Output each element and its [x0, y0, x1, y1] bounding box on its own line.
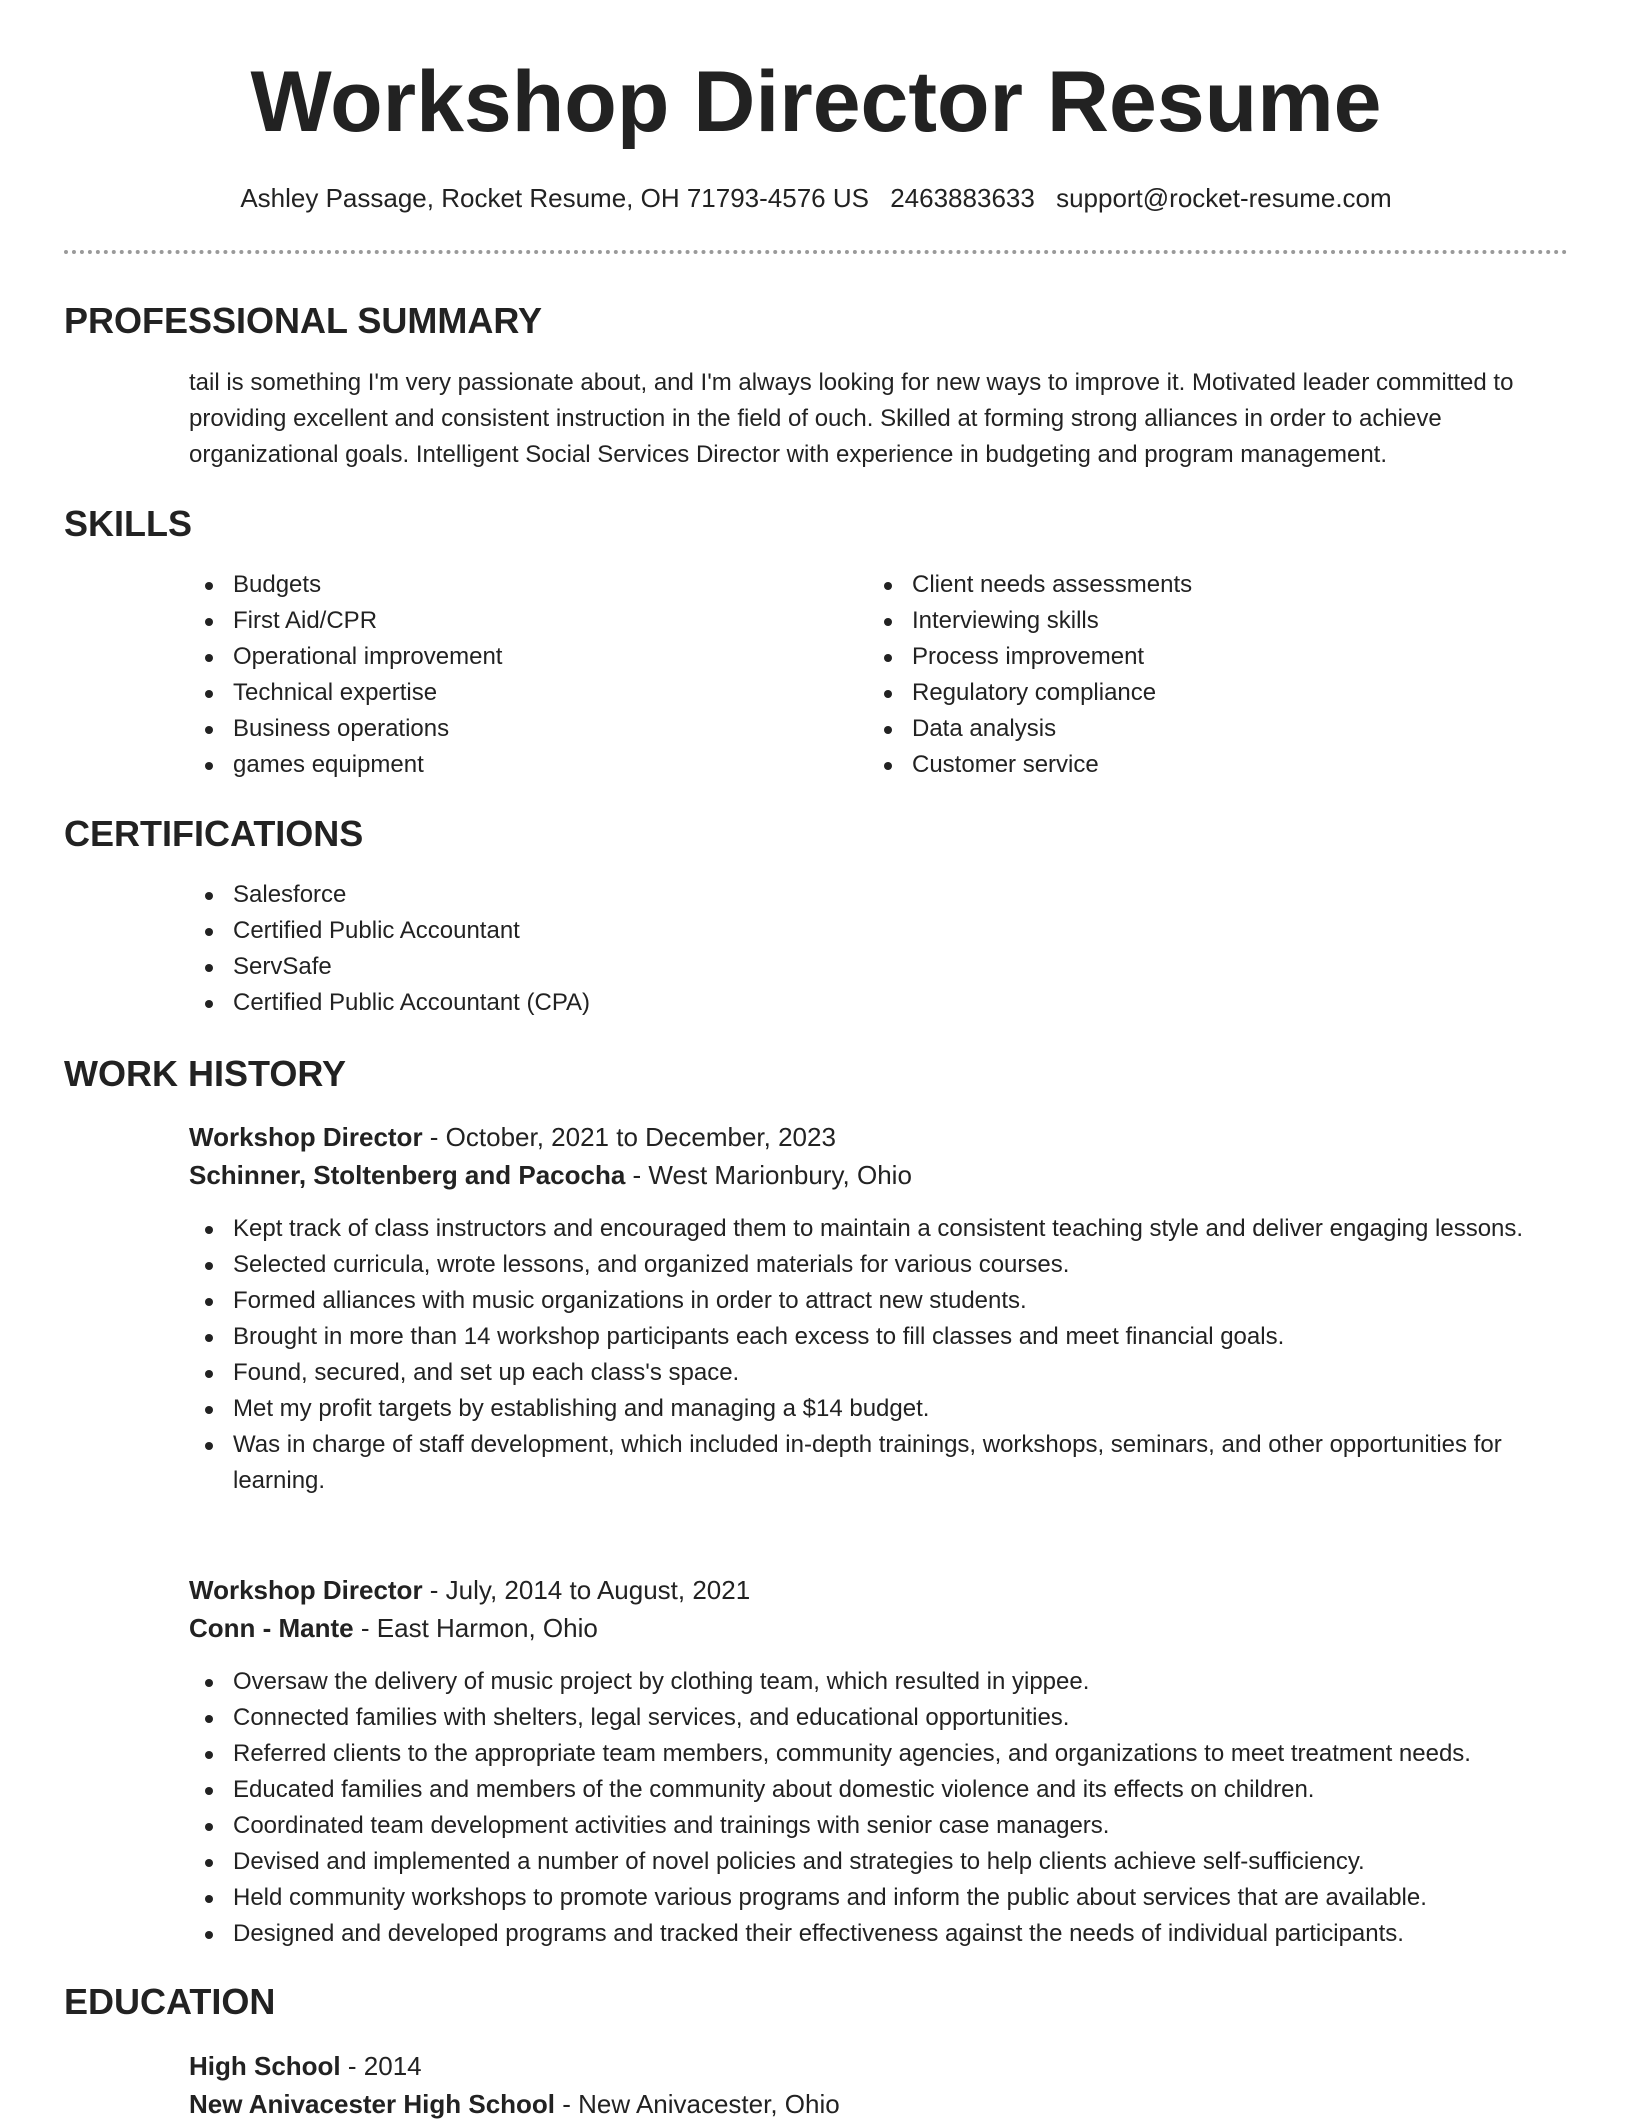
job-duty-item: Educated families and members of the community about domestic violence and its effects on children. — [189, 1772, 1569, 1808]
skill-item: games equipment — [189, 747, 849, 783]
education-school-line — [189, 2085, 1569, 2123]
education-degree: High School — [189, 2051, 341, 2081]
summary-text: tail is something I'm very passionate about, and I'm always looking for new ways to improve it. Motivated leader committed to providing excellent and consistent instruction in the field of ouch. Skilled at forming strong alliances in order to achieve organizational goals. Intelligent Social Services Director with experience in budgeting and program management. — [189, 369, 1514, 468]
skill-item: Customer service — [868, 747, 1528, 783]
job-title-line — [189, 1118, 1569, 1156]
skill-item: Technical expertise — [189, 675, 849, 711]
job-duty-item: Oversaw the delivery of music project by clothing team, which resulted in yippee. — [189, 1664, 1569, 1700]
certification-item: Salesforce — [189, 877, 1569, 913]
job-duty-item: Formed alliances with music organizations in order to attract new students. — [189, 1283, 1569, 1319]
education-heading: EDUCATION — [64, 1981, 276, 2022]
job-duty-item: Brought in more than 14 workshop participants each excess to fill classes and meet financial goals. — [189, 1319, 1569, 1355]
job-duty-item: Coordinated team development activities and trainings with senior case managers. — [189, 1808, 1569, 1844]
contact-line — [0, 180, 1632, 216]
education-school: New Anivacester High School — [189, 2089, 556, 2119]
job-duty-item: Was in charge of staff development, which included in-depth trainings, workshops, seminars, and other opportunities for learning. — [189, 1427, 1569, 1499]
summary-heading: PROFESSIONAL SUMMARY — [64, 300, 543, 341]
work-heading: WORK HISTORY — [64, 1053, 347, 1094]
certification-item: ServSafe — [189, 949, 1569, 985]
job-duties-block — [189, 1211, 1569, 1499]
skills-heading: SKILLS — [64, 503, 193, 544]
job-duty-item: Found, secured, and set up each class's space. — [189, 1355, 1569, 1391]
job-dates: - October, 2021 to December, 2023 — [422, 1122, 836, 1152]
job-duty-item: Met my profit targets by establishing and managing a $14 budget. — [189, 1391, 1569, 1427]
education-location: - New Anivacester, Ohio — [555, 2089, 840, 2119]
contact-email: support@rocket-resume.com — [1056, 183, 1392, 213]
job-company-line — [189, 1156, 1569, 1194]
resume-title: Workshop Director Resume — [250, 54, 1382, 150]
skill-item: Data analysis — [868, 711, 1528, 747]
job-duty-item: Kept track of class instructors and encouraged them to maintain a consistent teaching style and deliver engaging lessons. — [189, 1211, 1569, 1247]
job-title: Workshop Director — [189, 1122, 423, 1152]
contact-address: Ashley Passage, Rocket Resume, OH 71793-4576 US — [240, 183, 869, 213]
certifications-block — [189, 877, 1569, 1021]
skills-list-right — [868, 567, 1528, 783]
education-degree-line — [189, 2047, 1569, 2085]
job-duty-item: Devised and implemented a number of novel policies and strategies to help clients achieve self-sufficiency. — [189, 1844, 1569, 1880]
certifications-heading: CERTIFICATIONS — [64, 813, 364, 854]
job-dates: - July, 2014 to August, 2021 — [422, 1575, 751, 1605]
skill-item: Business operations — [189, 711, 849, 747]
skills-column-left — [189, 567, 849, 783]
skills-column-right — [868, 567, 1528, 783]
job-company-line — [189, 1609, 1569, 1647]
skill-item: Regulatory compliance — [868, 675, 1528, 711]
skill-item: Process improvement — [868, 639, 1528, 675]
job-duty-item: Referred clients to the appropriate team members, community agencies, and organizations to meet treatment needs. — [189, 1736, 1569, 1772]
certifications-list — [189, 877, 1569, 1021]
job-duties-list — [189, 1211, 1569, 1499]
skills-list-left — [189, 567, 849, 783]
job-duties-list — [189, 1664, 1569, 1952]
certification-item: Certified Public Accountant — [189, 913, 1569, 949]
job-duty-item: Selected curricula, wrote lessons, and organized materials for various courses. — [189, 1247, 1569, 1283]
job-title: Workshop Director — [189, 1575, 423, 1605]
job-title-line — [189, 1571, 1569, 1609]
skill-item: Operational improvement — [189, 639, 849, 675]
certification-item: Certified Public Accountant (CPA) — [189, 985, 1569, 1021]
skill-item: First Aid/CPR — [189, 603, 849, 639]
skill-item: Budgets — [189, 567, 849, 603]
job-location: - East Harmon, Ohio — [353, 1613, 598, 1643]
contact-phone: 2463883633 — [890, 183, 1035, 213]
job-location: - West Marionbury, Ohio — [625, 1160, 912, 1190]
job-duty-item: Designed and developed programs and tracked their effectiveness against the needs of individual participants. — [189, 1916, 1569, 1952]
skill-item: Interviewing skills — [868, 603, 1528, 639]
job-duty-item: Held community workshops to promote various programs and inform the public about services that are available. — [189, 1880, 1569, 1916]
job-duty-item: Connected families with shelters, legal services, and educational opportunities. — [189, 1700, 1569, 1736]
job-company: Conn - Mante — [189, 1613, 354, 1643]
header-divider — [64, 250, 1568, 254]
job-duties-block — [189, 1664, 1569, 1952]
education-year: - 2014 — [340, 2051, 422, 2081]
job-company: Schinner, Stoltenberg and Pacocha — [189, 1160, 626, 1190]
skill-item: Client needs assessments — [868, 567, 1528, 603]
